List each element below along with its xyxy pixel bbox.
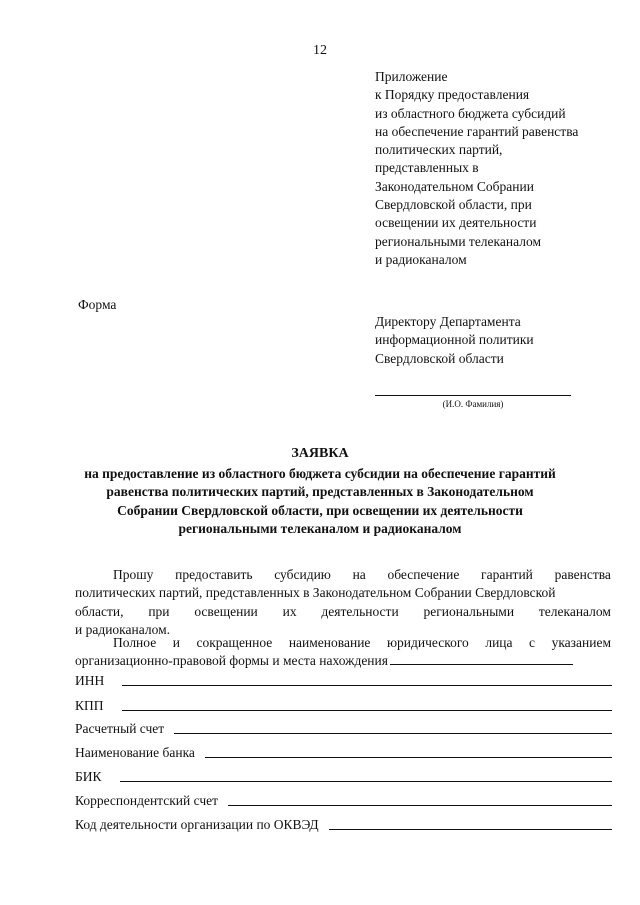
addressee-line: информационной политики — [375, 332, 534, 348]
bank-field — [75, 743, 612, 761]
appendix-line: освещении их деятельности — [375, 215, 537, 231]
appendix-note — [375, 68, 625, 269]
document-title: ЗАЯВКА — [291, 446, 349, 461]
okved-fill-line[interactable] — [329, 829, 612, 830]
appendix-line: Приложение — [375, 69, 448, 84]
word: региональными — [423, 603, 515, 619]
subtitle-line: на предоставление из областного бюджета субсидии на обеспечение гарантий — [84, 466, 556, 481]
account-fill-line[interactable] — [174, 733, 612, 734]
addressee-line: Директору Департамента — [375, 314, 521, 329]
subtitle-line: равенства политических партий, представленных в Законодательном — [106, 484, 534, 500]
word: освещении — [194, 603, 258, 619]
account-field — [75, 719, 612, 737]
word: сокращенное — [196, 635, 273, 650]
word: обеспечение — [387, 567, 460, 582]
addressee-line: Свердловской области — [375, 350, 504, 366]
appendix-line: к Порядку предоставления — [375, 87, 530, 103]
document-subtitle — [60, 465, 580, 538]
signature-caption: (И.О. Фамилия) — [442, 399, 504, 409]
page-number: 12 — [313, 43, 327, 58]
appendix-line: представленных в — [375, 160, 479, 176]
appendix-line: политических партий, — [375, 142, 503, 158]
signature-name-line[interactable] — [375, 395, 571, 396]
word: указанием — [551, 635, 611, 650]
appendix-line: из областного бюджета субсидий — [375, 105, 566, 121]
word: наименование — [288, 635, 371, 650]
word: деятельности — [321, 603, 399, 619]
paragraph-line: и радиоканалом. — [75, 621, 171, 637]
bik-label: БИК — [75, 769, 102, 784]
subtitle-line: Собрании Свердловской области, при освещении их деятельности — [117, 502, 523, 518]
paragraph-line — [75, 634, 611, 652]
kpp-label: КПП — [75, 698, 104, 713]
appendix-line: региональными телеканалом — [375, 233, 541, 249]
word: Полное — [113, 635, 157, 650]
request-paragraph — [75, 566, 611, 639]
addressee-block — [375, 313, 625, 368]
bik-fill-line[interactable] — [120, 781, 612, 782]
word: с — [529, 635, 536, 650]
paragraph-line — [75, 652, 611, 670]
word: их — [282, 603, 297, 619]
word: телеканалом — [538, 603, 611, 619]
form-label: Форма — [78, 297, 117, 312]
word: юридического — [386, 635, 469, 650]
kpp-fill-line[interactable] — [122, 710, 612, 711]
word: области, — [75, 603, 124, 619]
subtitle-line: региональными телеканалом и радиоканалом — [178, 520, 462, 536]
kpp-field — [75, 696, 612, 714]
okved-label: Код деятельности организации по ОКВЭД — [75, 817, 319, 832]
paragraph-line — [75, 566, 611, 584]
word: лица — [485, 635, 513, 650]
corr-account-fill-line[interactable] — [228, 805, 612, 806]
word: на — [352, 567, 366, 582]
word: предоставить — [175, 567, 253, 582]
bank-label: Наименование банка — [75, 745, 195, 760]
account-label: Расчетный счет — [75, 721, 165, 736]
corr-account-label: Корреспондентский счет — [75, 793, 219, 808]
appendix-line: на обеспечение гарантий равенства — [375, 123, 579, 139]
inn-field — [75, 671, 612, 689]
okved-field — [75, 815, 612, 833]
word: Прошу — [113, 567, 154, 582]
corr-account-field — [75, 791, 612, 809]
appendix-line: Законодательном Собрании — [375, 178, 534, 194]
appendix-line: и радиоканалом — [375, 251, 467, 267]
org-name-fill-line[interactable] — [390, 653, 573, 665]
word: субсидию — [274, 567, 331, 582]
inn-fill-line[interactable] — [122, 685, 612, 686]
org-name-paragraph — [75, 634, 611, 671]
word: и — [172, 635, 180, 650]
inn-label: ИНН — [75, 673, 105, 688]
appendix-line: Свердловской области, при — [375, 197, 532, 213]
paragraph-line: политических партий, представленных в Законодательном Собрании Свердловской — [75, 585, 556, 601]
bank-fill-line[interactable] — [205, 757, 612, 758]
word: при — [148, 603, 170, 619]
org-name-label: организационно-правовой формы и места нахождения — [75, 653, 388, 669]
word: гарантий — [481, 567, 533, 582]
bik-field — [75, 767, 612, 785]
paragraph-line — [75, 603, 611, 621]
word: равенства — [554, 567, 611, 582]
